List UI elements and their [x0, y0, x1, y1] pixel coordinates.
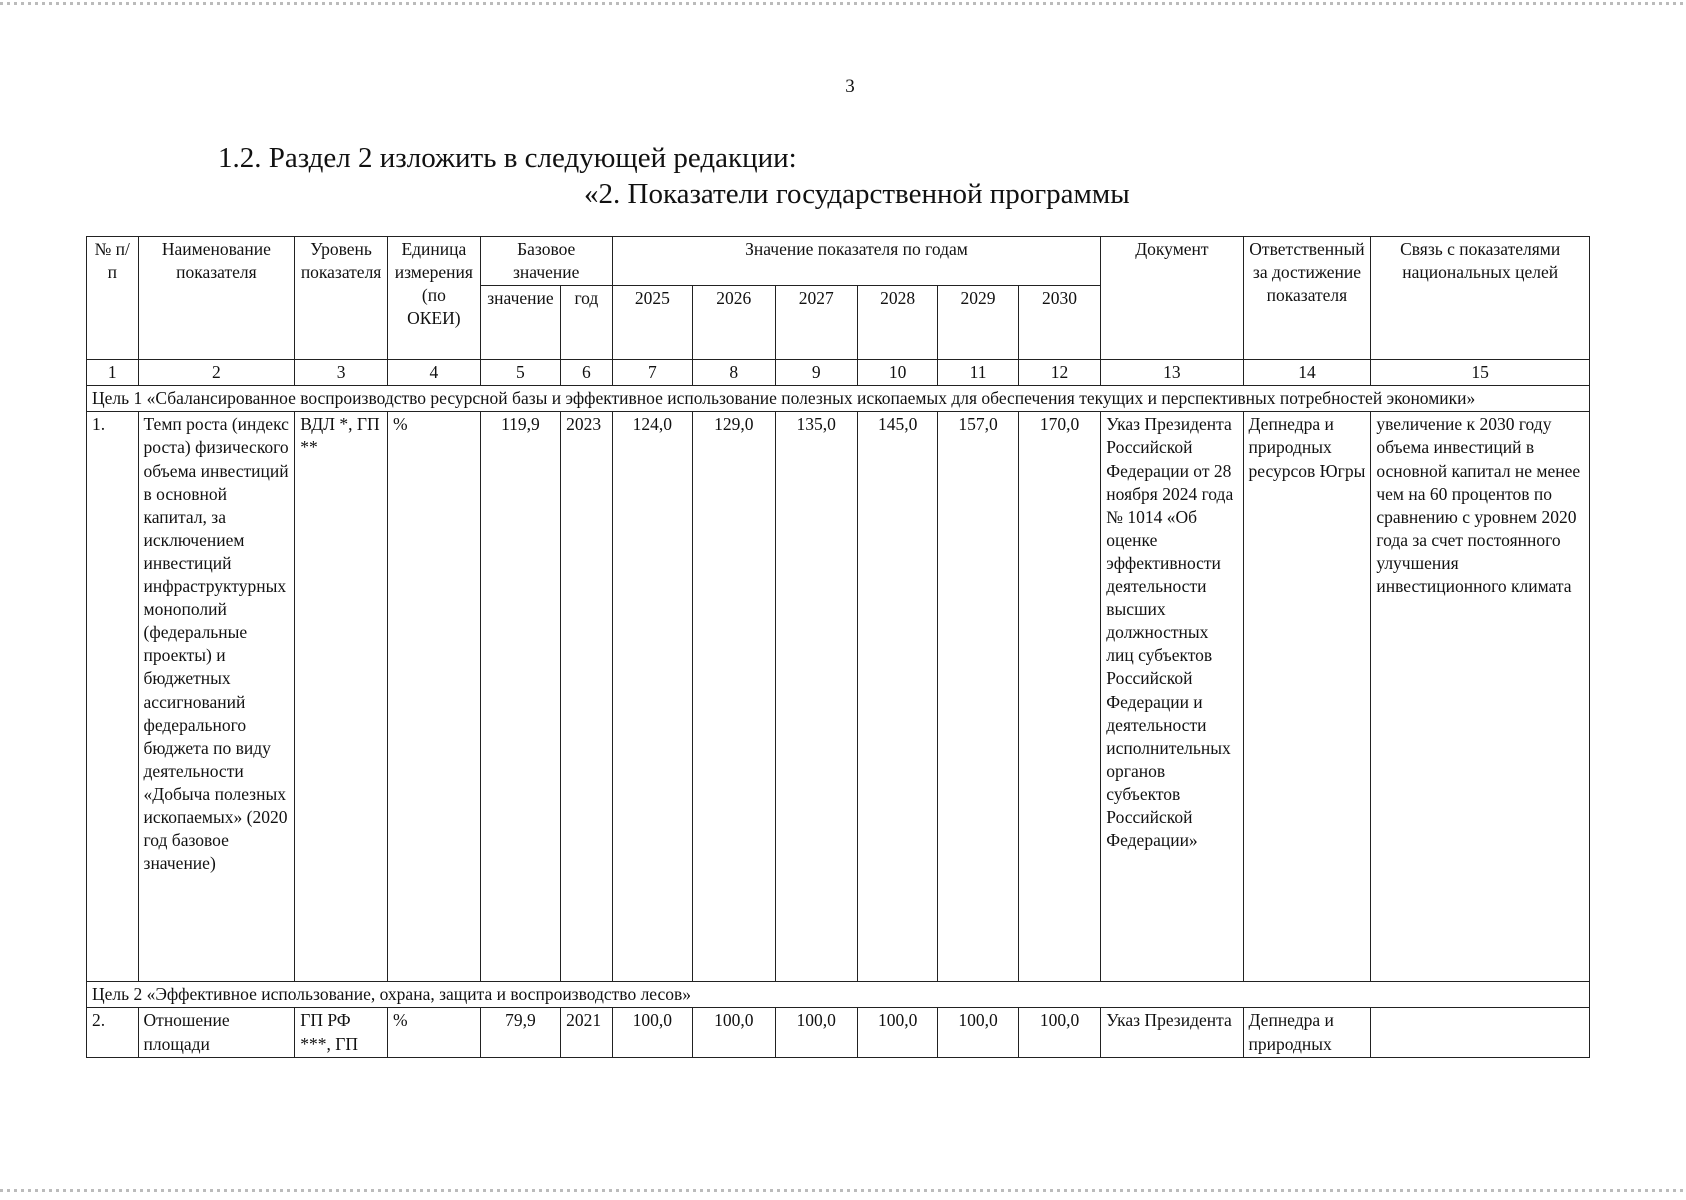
col-number: 7 [612, 360, 692, 386]
header-link: Связь с показателями национальных целей [1371, 237, 1590, 360]
header-level: Уровень показателя [295, 237, 388, 360]
page-number: 3 [845, 76, 855, 97]
header-document: Документ [1101, 237, 1243, 360]
goal-row [87, 386, 1590, 412]
header-base: Базовое значение [480, 237, 612, 286]
col-number: 13 [1101, 360, 1243, 386]
national-goal-link: увеличение к 2030 году объема инвестиций в основной капитал не менее чем на 60 процентов по сравнению с уровнем 2020 года за счет постоянного улучшения инвестиционного климата [1371, 412, 1590, 982]
header-year-2029: 2029 [938, 286, 1018, 360]
scan-edge-bottom [0, 1189, 1686, 1192]
value-2029: 100,0 [938, 1008, 1018, 1057]
col-number: 4 [387, 360, 480, 386]
value-2029: 157,0 [938, 412, 1018, 982]
goal-row [87, 982, 1590, 1008]
value-2028: 145,0 [857, 412, 937, 982]
section-instruction: 1.2. Раздел 2 изложить в следующей редакции: [218, 142, 797, 174]
header-base-year: год [561, 286, 613, 360]
header-year-2025: 2025 [612, 286, 692, 360]
value-2026: 100,0 [693, 1008, 775, 1057]
value-2025: 100,0 [612, 1008, 692, 1057]
col-number: 9 [775, 360, 857, 386]
table-row [87, 412, 1590, 982]
col-number: 12 [1018, 360, 1101, 386]
value-2026: 129,0 [693, 412, 775, 982]
indicator-unit: % [387, 1008, 480, 1057]
header-years-group: Значение показателя по годам [612, 237, 1101, 286]
header-num: № п/п [87, 237, 139, 360]
value-2025: 124,0 [612, 412, 692, 982]
column-number-row [87, 360, 1590, 386]
section-title: «2. Показатели государственной программы [584, 178, 1130, 210]
header-year-2026: 2026 [693, 286, 775, 360]
header-year-2030: 2030 [1018, 286, 1101, 360]
indicator-name: Отношение площади [138, 1008, 295, 1057]
col-number: 2 [138, 360, 295, 386]
col-number: 5 [480, 360, 560, 386]
header-name: Наименование показателя [138, 237, 295, 360]
header-responsible: Ответственный за достижение показателя [1243, 237, 1371, 360]
goal-2-text: Цель 2 «Эффективное использование, охрана, защита и воспроизводство лесов» [87, 982, 1590, 1008]
indicator-name: Темп роста (индекс роста) физического объема инвестиций в основной капитал, за исключением инвестиций инфраструктурных монополий (федеральные проекты) и бюджетных ассигнований федерального бюджета по виду деятельности «Добыча полезных ископаемых» (2020 год базовое значение) [138, 412, 295, 982]
indicator-level: ГП РФ ***, ГП [295, 1008, 388, 1057]
base-value: 79,9 [480, 1008, 560, 1057]
responsible-cell: Депнедра и природных ресурсов Югры [1243, 412, 1371, 982]
header-row-1 [87, 237, 1590, 286]
col-number: 14 [1243, 360, 1371, 386]
base-value: 119,9 [480, 412, 560, 982]
document-cell: Указ Президента [1101, 1008, 1243, 1057]
value-2028: 100,0 [857, 1008, 937, 1057]
value-2030: 100,0 [1018, 1008, 1101, 1057]
col-number: 3 [295, 360, 388, 386]
table-row [87, 1008, 1590, 1057]
scan-edge-top [0, 2, 1686, 5]
indicator-unit: % [387, 412, 480, 982]
goal-1-text: Цель 1 «Сбалансированное воспроизводство ресурсной базы и эффективное использование полезных ископаемых для обеспечения текущих и перспективных потребностей экономики» [87, 386, 1590, 412]
col-number: 15 [1371, 360, 1590, 386]
col-number: 10 [857, 360, 937, 386]
header-base-value: значение [480, 286, 560, 360]
col-number: 11 [938, 360, 1018, 386]
indicator-level: ВДЛ *, ГП ** [295, 412, 388, 982]
header-unit: Единица измерения (по ОКЕИ) [387, 237, 480, 360]
national-goal-link [1371, 1008, 1590, 1057]
header-year-2028: 2028 [857, 286, 937, 360]
col-number: 6 [561, 360, 613, 386]
document-cell: Указ Президента Российской Федерации от 28 ноября 2024 года № 1014 «Об оценке эффективности деятельности высших должностных лиц субъектов Российской Федерации и деятельности исполнительных органов субъектов Российской Федерации» [1101, 412, 1243, 982]
row-num: 2. [87, 1008, 139, 1057]
row-num: 1. [87, 412, 139, 982]
base-year: 2021 [561, 1008, 613, 1057]
col-number: 8 [693, 360, 775, 386]
base-year: 2023 [561, 412, 613, 982]
value-2027: 100,0 [775, 1008, 857, 1057]
value-2027: 135,0 [775, 412, 857, 982]
indicators-table [86, 236, 1590, 1058]
responsible-cell: Депнедра и природных [1243, 1008, 1371, 1057]
header-year-2027: 2027 [775, 286, 857, 360]
col-number: 1 [87, 360, 139, 386]
value-2030: 170,0 [1018, 412, 1101, 982]
